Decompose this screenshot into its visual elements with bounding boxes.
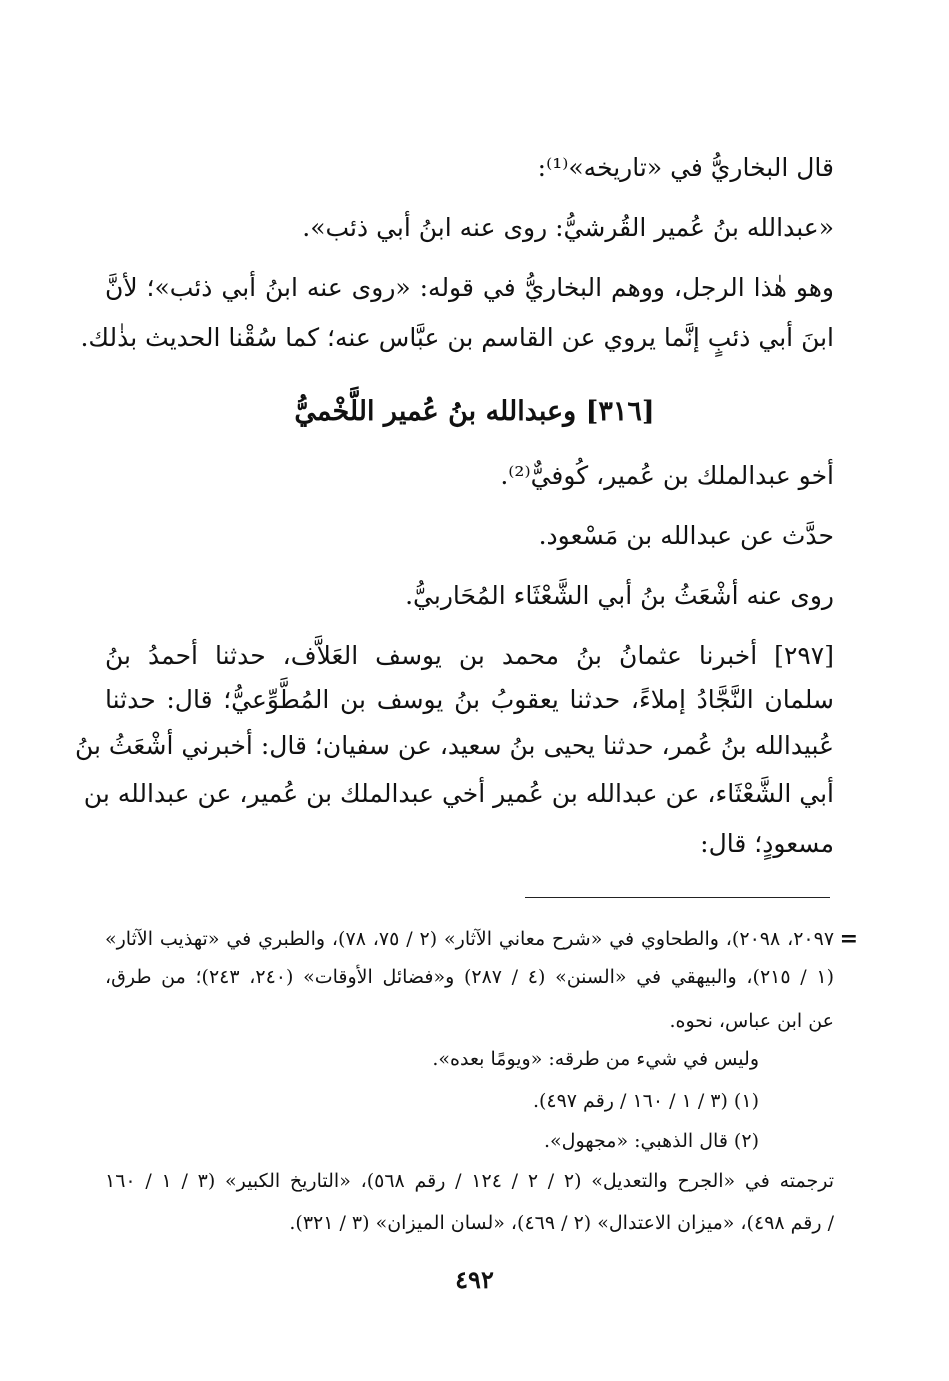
body-line-4: ابنَ أبي ذئبٍ إنَّما يروي عن القاسم بن عبَّاس عنه؛ كما سُقْنا الحديث بذٰلك. — [80, 323, 834, 352]
footnote-line-4: وليس في شيء من طرقه: «ويومًا بعده». — [432, 1048, 759, 1070]
entry-line-2: حدَّث عن عبدالله بن مَسْعود. — [538, 521, 834, 550]
body-line-2: «عبدالله بنُ عُمير القُرشيُّ: روى عنه ابنُ أبي ذئب». — [302, 213, 834, 242]
footnote-separator — [525, 897, 830, 898]
hadith-line-3: عُبيدالله بنُ عُمر، حدثنا يحيى بنُ سعيد، عن سفيان؛ قال: أخبرني أشْعَثُ بنُ — [74, 731, 834, 760]
footnote-line-3: عن ابن عباس، نحوه. — [669, 1010, 834, 1032]
hadith-line-4: أبي الشَّعْثَاء، عن عبدالله بن عُمير أخي عبدالملك بن عُمير، عن عبدالله بن — [83, 779, 834, 808]
hadith-line-2: سلمان النَّجَّادُ إملاءً، حدثنا يعقوبُ بنُ يوسف بن المُطَّوِّعيُّ؛ قال: حدثنا — [105, 685, 834, 714]
footnote-continuation-marker: = — [839, 926, 858, 952]
hadith-line-5: مسعودٍ؛ قال: — [700, 829, 834, 858]
footnote-2: (٢) قال الذهبي: «مجهول». — [544, 1130, 759, 1152]
footnote-2-line-3: / رقم ٤٩٨)، «ميزان الاعتدال» (٢ / ٤٦٩)، «لسان الميزان» (٣ / ٣٢١). — [289, 1212, 834, 1234]
footnote-1: (١) (٣ / ١ / ١٦٠ / رقم ٤٩٧). — [532, 1090, 759, 1112]
entry-line-3: روى عنه أشْعَثُ بنُ أبي الشَّعْثَاء المُحَاربيُّ. — [405, 581, 834, 610]
entry-line-1: أخو عبدالملك بن عُمير، كُوفيٌّ⁽²⁾. — [500, 461, 834, 490]
page-number: ٤٩٢ — [455, 1265, 494, 1294]
entry-heading: [٣١٦] وعبدالله بنُ عُمير اللَّخْميُّ — [294, 396, 655, 427]
hadith-line-1: [٢٩٧] أخبرنا عثمانُ بنُ محمد بن يوسف العَلاَّف، حدثنا أحمدُ بنُ — [105, 641, 834, 670]
footnote-2-line-2: ترجمته في «الجرح والتعديل» (٢ / ٢ / ١٢٤ / رقم ٥٦٨)، «التاريخ الكبير» (٣ / ١ / ١٦٠ — [105, 1170, 834, 1192]
footnote-line-1: ٢٠٩٧، ٢٠٩٨)، والطحاوي في «شرح معاني الآثار» (٢ / ٧٥، ٧٨)، والطبري في «تهذيب الآثار» — [105, 928, 835, 950]
footnote-line-2: (١ / ٢١٥)، والبيهقي في «السنن» (٤ / ٢٨٧) و«فضائل الأوقات» (٢٤٠، ٢٤٣)؛ من طرق، — [105, 966, 834, 988]
body-line-3: وهو هٰذا الرجل، ووهم البخاريُّ في قوله: «روى عنه ابنُ أبي ذئب»؛ لأنَّ — [105, 273, 834, 302]
body-line-1: قال البخاريُّ في «تاريخه»⁽¹⁾: — [537, 153, 834, 182]
